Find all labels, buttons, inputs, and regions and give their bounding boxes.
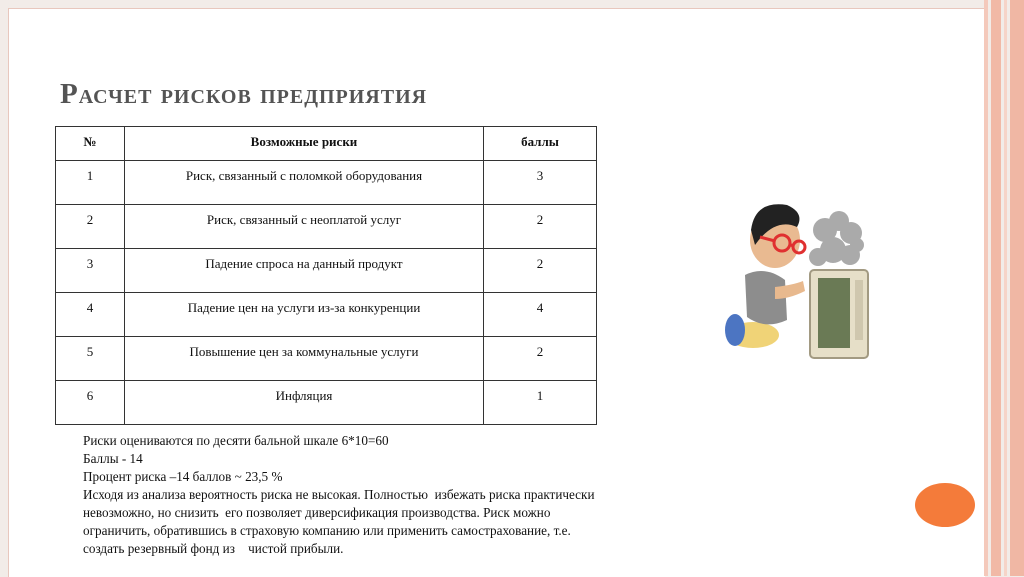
row-number: 2 xyxy=(56,205,125,249)
row-risk: Риск, связанный с неоплатой услуг xyxy=(125,205,484,249)
note-points: Баллы - 14 xyxy=(83,451,143,466)
person-smoking-computer-icon xyxy=(715,195,880,370)
header-score: баллы xyxy=(484,127,597,161)
row-score: 4 xyxy=(484,293,597,337)
table-row xyxy=(56,205,597,249)
row-risk: Падение спроса на данный продукт xyxy=(125,249,484,293)
row-number: 3 xyxy=(56,249,125,293)
row-number: 1 xyxy=(56,161,125,205)
header-risks: Возможные риски xyxy=(125,127,484,161)
note-percent: Процент риска –14 баллов ~ 23,5 % xyxy=(83,469,283,484)
decorative-stripes xyxy=(984,0,1024,576)
table-row xyxy=(56,381,597,425)
row-score: 2 xyxy=(484,249,597,293)
table-row xyxy=(56,293,597,337)
header-number: № xyxy=(56,127,125,161)
row-number: 6 xyxy=(56,381,125,425)
risk-table xyxy=(55,126,597,425)
row-risk: Инфляция xyxy=(125,381,484,425)
table-header-row xyxy=(56,127,597,161)
row-score: 2 xyxy=(484,205,597,249)
row-number: 5 xyxy=(56,337,125,381)
row-number: 4 xyxy=(56,293,125,337)
orange-circle-decoration xyxy=(913,481,977,529)
table-row xyxy=(56,337,597,381)
note-conclusion: Исходя из анализа вероятность риска не высокая. Полностью избежать риска практически невозможно, но снизить его позволяет диверсификация производства. Риск можно ограничить, обратившись в страховую компанию или применить самострахование, т.е. создать резервный фонд из чистой прибыли. xyxy=(83,487,598,556)
row-score: 3 xyxy=(484,161,597,205)
table-row xyxy=(56,249,597,293)
risk-notes xyxy=(83,432,613,558)
page-title: Расчет рисков предприятия xyxy=(60,78,428,110)
row-risk: Риск, связанный с поломкой оборудования xyxy=(125,161,484,205)
table-row xyxy=(56,161,597,205)
row-risk: Падение цен на услуги из-за конкуренции xyxy=(125,293,484,337)
row-score: 1 xyxy=(484,381,597,425)
row-score: 2 xyxy=(484,337,597,381)
note-scale: Риски оцениваются по десяти бальной шкале 6*10=60 xyxy=(83,433,389,448)
row-risk: Повышение цен за коммунальные услуги xyxy=(125,337,484,381)
